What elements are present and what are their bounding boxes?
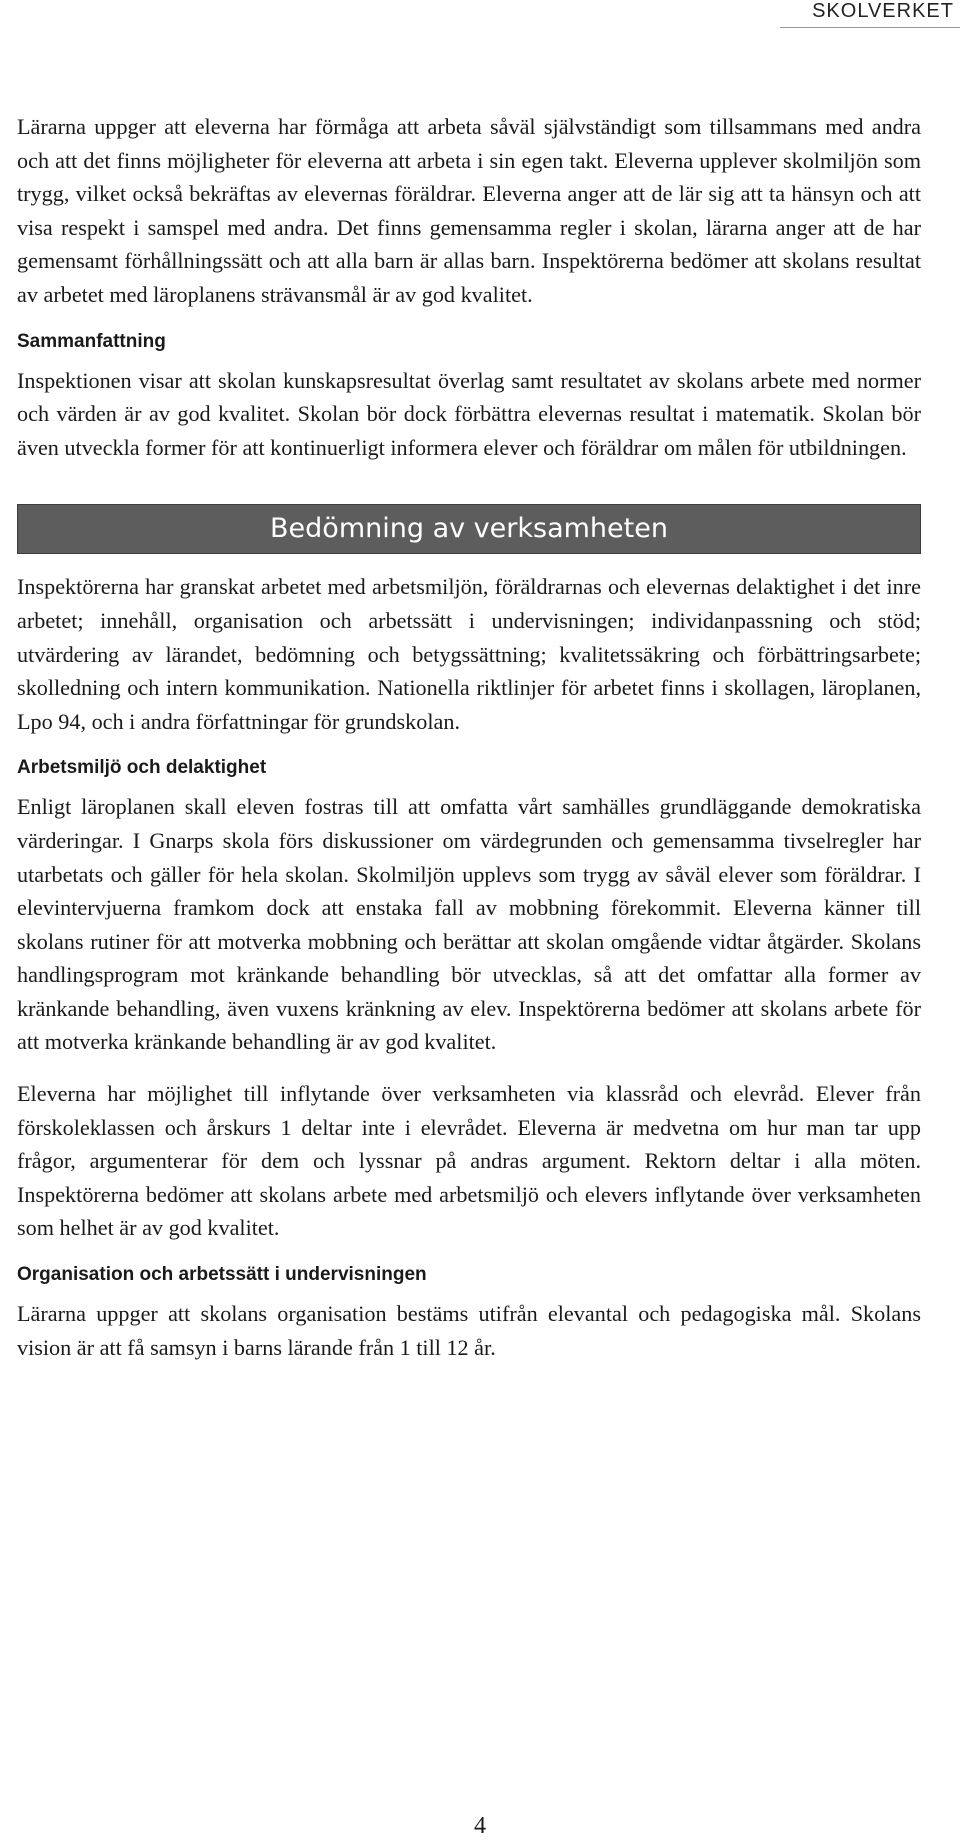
assessment-paragraph: Inspektörerna har granskat arbetet med arbetsmiljön, föräldrarnas och elevernas delaktighet i det inre arbetet; innehåll, organisation och arbetssätt i undervisningen; individanpassning och stöd; utvärdering av lärandet, bedömning och betygssättning; kvalitetssäkring och förbättringsarbete; skolledning och intern kommunikation. Nationella riktlinjer för arbetet finns i skollagen, läroplanen, Lpo 94, och i andra författningar för grundskolan. <box>17 574 921 734</box>
organisation-paragraph: Lärarna uppger att skolans organisation bestäms utifrån elevantal och pedagogiska mål. Skolans vision är att få samsyn i barns lärande från 1 till 12 år. <box>17 1301 921 1360</box>
section-banner: Bedömning av verksamheten <box>17 504 921 554</box>
work-environment-paragraph-1: Enligt läroplanen skall eleven fostras till att omfatta vårt samhälles grundläggande demokratiska värderingar. I Gnarps skola förs diskussioner om värdegrunden och gemensamma tivselregler har utarbetats och gäller för hela skolan. Skolmiljön upplevs som trygg av såväl elever som föräldrar. I elevintervjuerna framkom dock att enstaka fall av mobbning förekommit. Eleverna känner till skolans rutiner för att motverka mobbning och berättar att skolan omgående vidtar åtgärder. Skolans handlingsprogram mot kränkande behandling bör utvecklas, så att det omfattar alla former av kränkande behandling, även vuxens kränkning av elev. Inspektörerna bedömer att skolans arbete för att motverka kränkande behandling är av god kvalitet. <box>17 794 921 1055</box>
intro-paragraph: Lärarna uppger att eleverna har förmåga att arbeta såväl självständigt som tillsammans med andra och att det finns möjligheter för eleverna att arbeta i sin egen takt. Eleverna upplever skolmiljön som trygg, vilket också bekräftas av elevernas föräldrar. Eleverna anger att de lär sig att ta hänsyn och att visa respekt i samspel med andra. Det finns gemensamma regler i skolan, lärarna anger att de har gemensamt förhållningssätt och att alla barn är allas barn. Inspektörerna bedömer att skolans resultat av arbetet med läroplanens strävansmål är av god kvalitet. <box>17 114 921 307</box>
publisher-header: SKOLVERKET <box>780 0 960 28</box>
organisation-heading: Organisation och arbetssätt i undervisningen <box>17 1264 427 1286</box>
work-environment-paragraph-2: Eleverna har möjlighet till inflytande över verksamheten via klassråd och elevråd. Elever från förskoleklassen och årskurs 1 deltar inte i elevrådet. Eleverna är medvetna om hur man tar upp frågor, argumenterar för dem och lyssnar på andras argument. Rektorn deltar i alla möten. Inspektörerna bedömer att skolans arbete med arbetsmiljö och elevers inflytande över verksamheten som helhet är av god kvalitet. <box>17 1081 921 1241</box>
summary-heading: Sammanfattning <box>17 330 166 352</box>
summary-paragraph: Inspektionen visar att skolan kunskapsresultat överlag samt resultatet av skolans arbete med normer och värden är av god kvalitet. Skolan bör dock förbättra elevernas resultat i matematik. Skolan bör även utveckla former för att kontinuerligt informera elever och föräldrar om målen för utbildningen. <box>17 367 921 460</box>
page-number: 4 <box>474 1813 486 1839</box>
document-body <box>17 110 921 1382</box>
work-environment-heading: Arbetsmiljö och delaktighet <box>17 757 267 779</box>
